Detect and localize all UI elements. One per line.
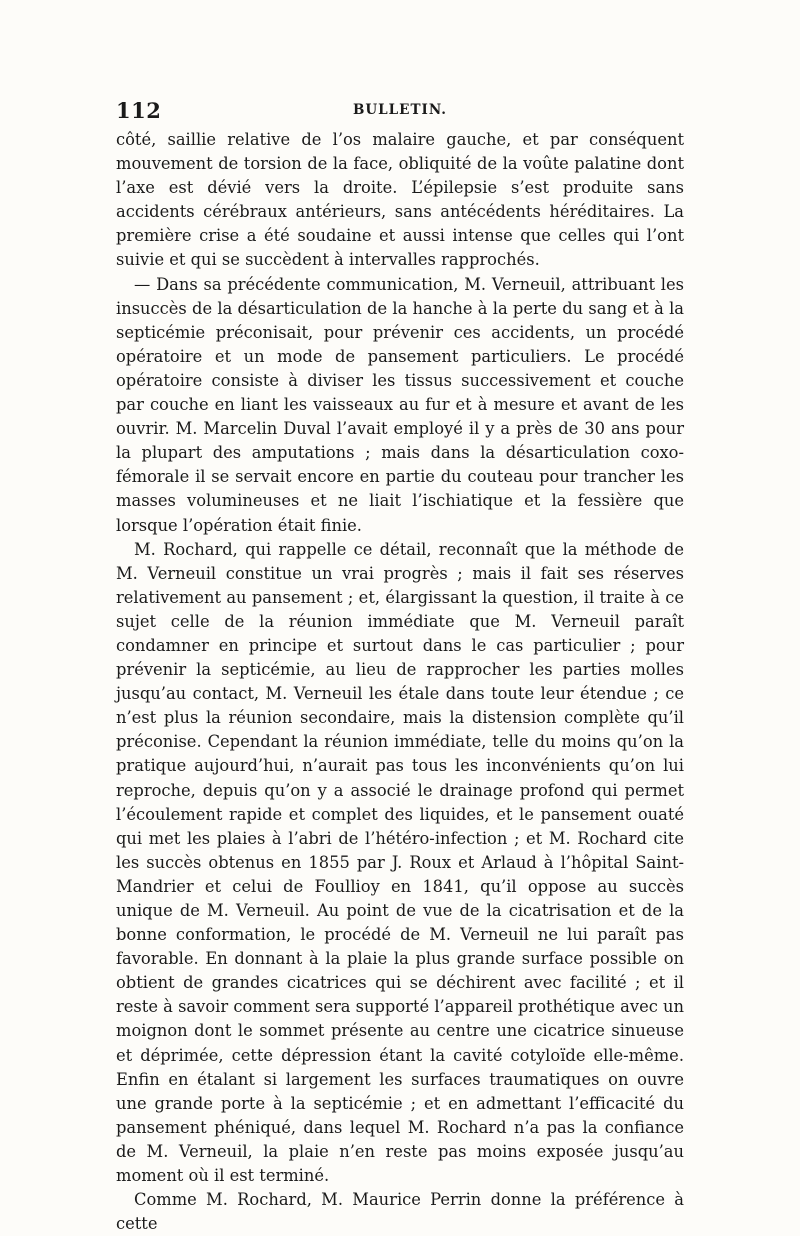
running-title: BULLETIN. — [353, 102, 447, 118]
body-text — [116, 128, 684, 1236]
paragraph-continued: côté, saillie relative de l’os malaire gauche, et par conséquent mouvement de torsion de la face, obliquité de la voûte palatine dont l’axe est dévié vers la droite. L’épilepsie s’est produite sans accidents cérébraux antérieurs, sans antécédents héréditaires. La première crise a été soudaine et aussi intense que celles qui l’ont suivie et qui se succèdent à intervalles rapprochés. — [116, 130, 684, 270]
page-number: 112 — [116, 98, 162, 123]
paragraph-verneuil-communication: — Dans sa précédente communication, M. Verneuil, attribuant les insuccès de la désarticulation de la hanche à la perte du sang et à la septicémie préconisait, pour prévenir ces accidents, un procédé opératoire et un mode de pansement particuliers. Le procédé opératoire consiste à diviser les tissus successivement et couche par couche en liant les vaisseaux au fur et à mesure et avant de les ouvrir. M. Marcelin Duval l’avait employé il y a près de 30 ans pour la plupart des amputations ; mais dans la désarticulation coxo-fémorale il se servait encore en partie du couteau pour trancher les masses volumineuses et ne liait l’ischiatique et la fessière que lorsque l’opération était finie. — [116, 274, 684, 535]
running-head — [116, 98, 684, 126]
paragraph-rochard-response: M. Rochard, qui rappelle ce détail, reconnaît que la méthode de M. Verneuil constitue un vrai progrès ; mais il fait ses réserves relativement au pansement ; et, élargissant la question, il traite à ce sujet celle de la réunion immédiate que M. Verneuil paraît condamner en principe et surtout dans le cas particulier ; pour prévenir la septicémie, au lieu de rapprocher les parties molles jusqu’au contact, M. Verneuil les étale dans toute leur étendue ; ce n’est plus la réunion secondaire, mais la distension complète qu’il préconise. Cependant la réunion immédiate, telle du moins qu’on la pratique aujourd’hui, n’aurait pas tous les inconvénients qu’on lui reproche, depuis qu’on y a associé le drainage profond qui permet l’écoulement rapide et complet des liquides, et le pansement ouaté qui met les plaies à l’abri de l’hétéro-infection ; et M. Rochard cite les succès obtenus en 1855 par J. Roux et Arlaud à l’hôpital Saint-Mandrier et celui de Foullioy en 1841, qu’il oppose au succès unique de M. Verneuil. Au point de vue de la cicatrisation et de la bonne conformation, le procédé de M. Verneuil ne lui paraît pas favorable. En donnant à la plaie la plus grande surface possible on obtient de grandes cicatrices qui se déchirent avec facilité ; et il reste à savoir comment sera supporté l’appareil prothétique avec un moignon dont le sommet présente au centre une cicatrice sinueuse et déprimée, cette dépression étant la cavité cotyloïde elle-même. Enfin en étalant si largement les surfaces traumatiques on ouvre une grande porte à la septicémie ; et en admettant l’efficacité du pansement phéniqué, dans lequel M. Rochard n’a pas la confiance de M. Verneuil, la plaie n’en reste pas moins exposée jusqu’au moment où il est terminé. — [116, 539, 684, 1186]
paragraph-perrin: Comme M. Rochard, M. Maurice Perrin donne la préférence à cette — [116, 1190, 684, 1234]
